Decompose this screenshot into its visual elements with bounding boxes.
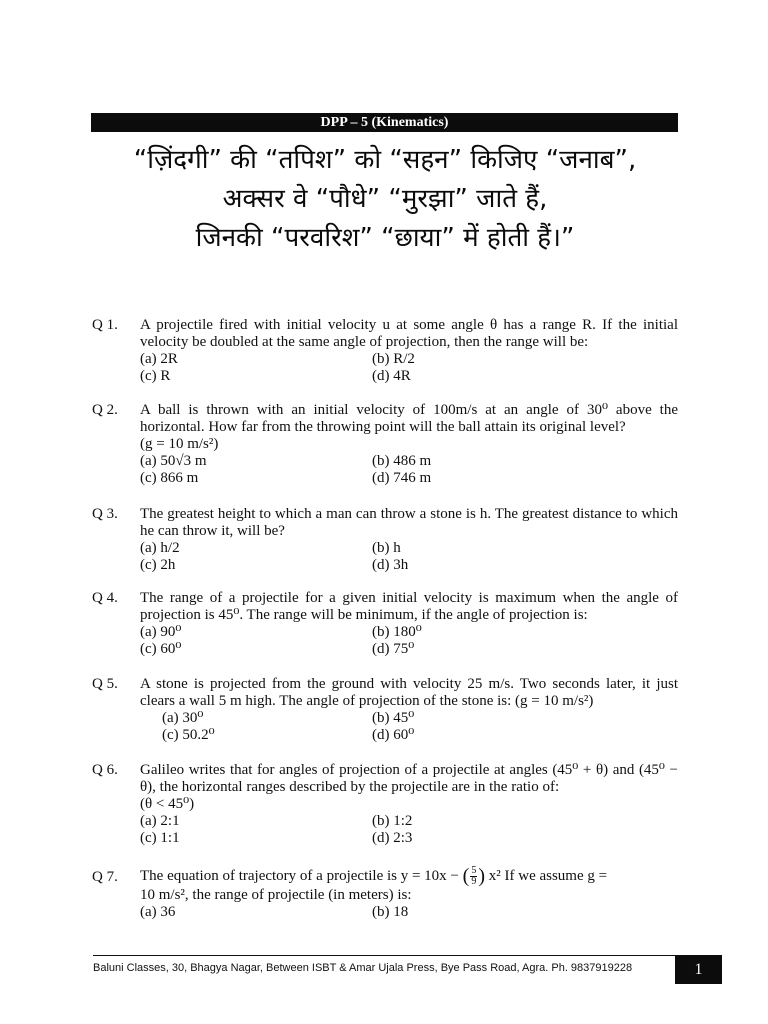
option-b: (b) R/2 bbox=[372, 351, 415, 367]
option-c: (c) R bbox=[140, 368, 171, 384]
option-d: (d) 60⁰ bbox=[372, 727, 415, 743]
question-number: Q 5. bbox=[92, 676, 118, 692]
question-text: The greatest height to which a man can throw a stone is h. The greatest distance to which he can throw it, will be? bbox=[140, 506, 678, 539]
option-b: (b) 1:2 bbox=[372, 813, 413, 829]
option-c: (c) 866 m bbox=[140, 470, 199, 486]
question-number: Q 6. bbox=[92, 762, 118, 778]
option-b: (b) h bbox=[372, 540, 401, 556]
footer-divider bbox=[93, 955, 675, 956]
question-number: Q 1. bbox=[92, 317, 118, 333]
question-number: Q 3. bbox=[92, 506, 118, 522]
question-text: The equation of trajectory of a projectile is y = 10x − ( $\frac{5}{9}$ ) x² If we assume g = bbox=[140, 865, 608, 887]
equation-prefix: The equation of trajectory of a projectile is y = 10x − bbox=[140, 867, 459, 884]
question-text-line-2: 10 m/s², the range of projectile (in meters) is: bbox=[140, 887, 412, 903]
question-text: A stone is projected from the ground with velocity 25 m/s. Two seconds later, it just clears a wall 5 m high. The angle of projection of the stone is: (g = 10 m/s²) bbox=[140, 676, 678, 709]
question-7 bbox=[92, 866, 678, 921]
option-a: (a) 2R bbox=[140, 351, 178, 367]
options bbox=[140, 813, 678, 847]
question-5 bbox=[92, 676, 678, 744]
option-c: (c) 60⁰ bbox=[140, 641, 182, 657]
question-4 bbox=[92, 590, 678, 658]
question-1 bbox=[92, 317, 678, 385]
question-number: Q 4. bbox=[92, 590, 118, 606]
question-number: Q 7. bbox=[92, 869, 118, 885]
options bbox=[140, 904, 678, 921]
options bbox=[140, 453, 678, 487]
option-d: (d) 3h bbox=[372, 557, 409, 573]
question-text: The range of a projectile for a given initial velocity is maximum when the angle of projection is 45⁰. The range will be minimum, if the angle of projection is: bbox=[140, 590, 678, 623]
quote-line-3: जिनकी “परवरिश” “छाया” में होती हैं।” bbox=[195, 223, 575, 253]
page-number: 1 bbox=[675, 955, 722, 984]
option-a: (a) 50√3 m bbox=[140, 453, 207, 469]
option-b: (b) 180⁰ bbox=[372, 624, 422, 640]
quote-line-2: अक्सर वे “पौधे” “मुरझा” जाते हैं, bbox=[222, 184, 548, 214]
option-c: (c) 1:1 bbox=[140, 830, 180, 846]
option-a: (a) 2:1 bbox=[140, 813, 180, 829]
equation-fraction bbox=[470, 866, 477, 887]
fraction-denominator: 9 bbox=[471, 876, 477, 887]
equation-suffix: x² If we assume g = bbox=[488, 867, 608, 884]
options bbox=[140, 624, 678, 658]
question-text: A ball is thrown with an initial velocity of 100m/s at an angle of 30⁰ above the horizontal. How far from the throwing point will the ball attain its original level? bbox=[140, 402, 678, 435]
question-given: (g = 10 m/s²) bbox=[140, 436, 219, 452]
option-b: (b) 18 bbox=[372, 904, 409, 920]
option-c: (c) 2h bbox=[140, 557, 176, 573]
options bbox=[140, 351, 678, 385]
option-d: (d) 4R bbox=[372, 368, 411, 384]
question-text: A projectile fired with initial velocity u at some angle θ has a range R. If the initial velocity be doubled at the same angle of projection, then the range will be: bbox=[140, 317, 678, 350]
option-d: (d) 746 m bbox=[372, 470, 432, 486]
option-a: (a) h/2 bbox=[140, 540, 180, 556]
option-a: (a) 36 bbox=[140, 904, 176, 920]
question-2 bbox=[92, 402, 678, 487]
fraction-numerator: 5 bbox=[471, 865, 477, 876]
page-title: DPP – 5 (Kinematics) bbox=[91, 113, 678, 132]
question-3 bbox=[92, 506, 678, 574]
question-text: Galileo writes that for angles of projection of a projectile at angles (45⁰ + θ) and (45⁰ − θ), the horizontal ranges described by the projectile are in the ratio of: bbox=[140, 762, 678, 795]
question-condition: (θ < 45⁰) bbox=[140, 796, 195, 812]
option-a: (a) 90⁰ bbox=[140, 624, 182, 640]
question-6 bbox=[92, 762, 678, 847]
option-d: (d) 2:3 bbox=[372, 830, 413, 846]
footer-address: Baluni Classes, 30, Bhagya Nagar, Between ISBT & Amar Ujala Press, Bye Pass Road, Agra. Ph. 9837919228 bbox=[93, 962, 633, 974]
option-d: (d) 75⁰ bbox=[372, 641, 415, 657]
option-a: (a) 30⁰ bbox=[162, 710, 204, 726]
options bbox=[140, 540, 678, 574]
question-number: Q 2. bbox=[92, 402, 118, 418]
quote-line-1: “ज़िंदगी” की “तपिश” को “सहन” किजिए “जनाब”, bbox=[133, 145, 637, 175]
option-b: (b) 45⁰ bbox=[372, 710, 415, 726]
option-c: (c) 50.2⁰ bbox=[162, 727, 215, 743]
options bbox=[162, 710, 678, 744]
option-b: (b) 486 m bbox=[372, 453, 432, 469]
